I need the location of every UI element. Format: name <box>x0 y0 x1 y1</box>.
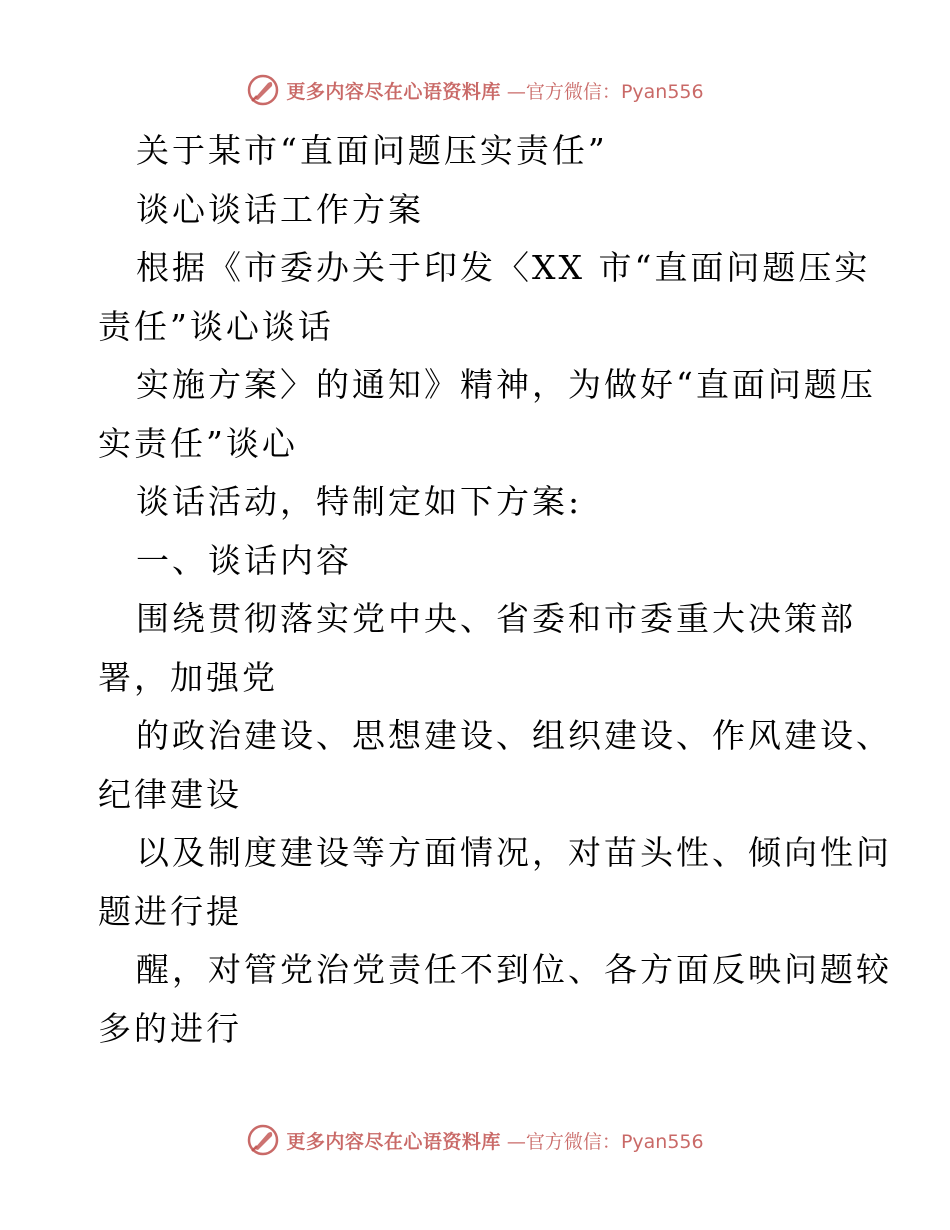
document-line: 多的进行 <box>98 1008 242 1048</box>
feather-pen-logo-icon <box>246 73 280 107</box>
document-line: 实责任”谈心 <box>98 423 298 463</box>
header-watermark <box>0 68 950 112</box>
watermark-contact-label: —官方微信： <box>506 80 621 103</box>
document-line: 围绕贯彻落实党中央、省委和市委重大决策部 <box>136 599 856 638</box>
document-line: 纪律建设 <box>98 774 242 814</box>
watermark-contact-id: Pyan556 <box>620 1130 704 1153</box>
document-body <box>98 122 892 1058</box>
watermark-contact <box>507 77 704 104</box>
document-line: 的政治建设、思想建设、组织建设、作风建设、 <box>136 716 892 755</box>
document-line: 实施方案〉的通知》精神，为做好“直面问题压 <box>136 365 876 404</box>
watermark-contact <box>507 1127 704 1154</box>
footer-watermark <box>0 1118 950 1162</box>
document-line: 醒，对管党治党责任不到位、各方面反映问题较 <box>136 950 892 989</box>
feather-pen-logo-icon <box>246 1123 280 1157</box>
watermark-text: 更多内容尽在心语资料库 <box>286 80 501 103</box>
document-line: 一、谈话内容 <box>136 540 352 580</box>
document-line: 根据《市委办关于印发〈XX 市“直面问题压实 <box>136 248 871 287</box>
document-line: 谈心谈话工作方案 <box>136 189 424 229</box>
document-line: 谈话活动，特制定如下方案: <box>136 482 583 521</box>
document-line: 关于某市“直面问题压实责任” <box>136 131 608 170</box>
watermark-contact-id: Pyan556 <box>620 80 704 103</box>
document-line: 署，加强党 <box>98 657 278 697</box>
document-line: 责任”谈心谈话 <box>98 306 334 346</box>
watermark-text: 更多内容尽在心语资料库 <box>286 1130 501 1153</box>
watermark-contact-label: —官方微信： <box>506 1130 621 1153</box>
document-line: 题进行提 <box>98 891 242 931</box>
document-line: 以及制度建设等方面情况，对苗头性、倾向性问 <box>136 833 892 872</box>
